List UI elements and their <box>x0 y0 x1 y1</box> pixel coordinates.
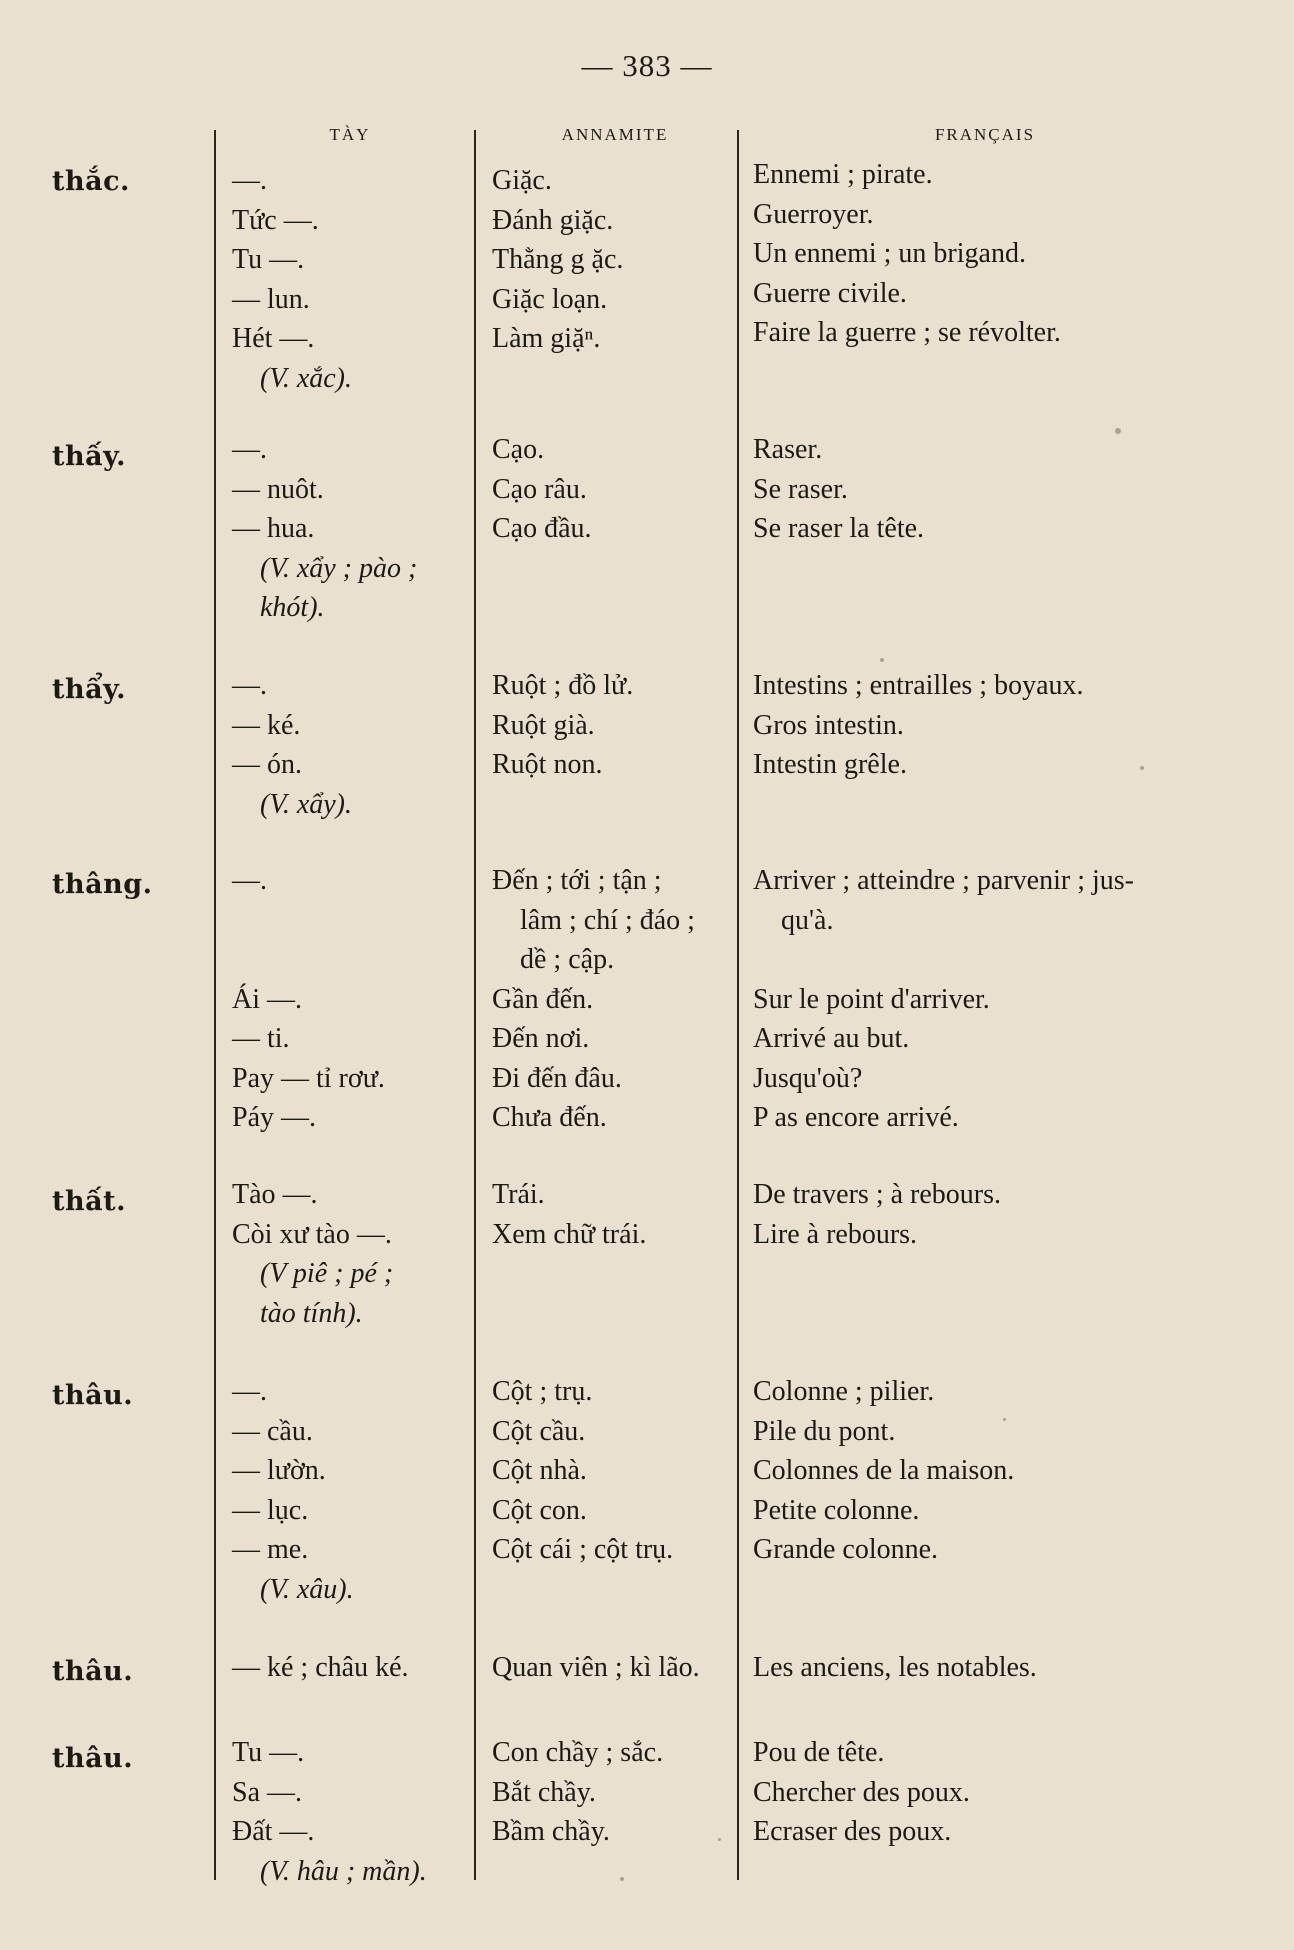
annamite-line: Cột cầu. <box>492 1415 586 1447</box>
annamite-line: Ruột già. <box>492 709 595 741</box>
tay-line: —. <box>232 165 267 196</box>
francais-line: Pou de tête. <box>753 1737 885 1768</box>
francais-line: Colonne ; pilier. <box>753 1376 935 1407</box>
column-rule-2 <box>474 130 476 1880</box>
annamite-line: Thằng g ặc. <box>492 244 624 275</box>
paper-speck <box>1140 766 1144 770</box>
annamite-line: Ruột ; đồ lử. <box>492 670 634 701</box>
entry-annamite <box>492 861 695 1138</box>
paper-speck <box>620 1877 624 1881</box>
tay-line: —. <box>232 434 267 465</box>
annamite-line: lâm ; chí ; đáo ; <box>520 904 695 936</box>
tay-line: Đất —. <box>232 1816 315 1847</box>
tay-line: — ti. <box>232 1023 290 1054</box>
francais-line: Petite colonne. <box>753 1494 920 1526</box>
tay-line: Ái —. <box>232 983 302 1015</box>
tay-line: (V piê ; pé ; <box>260 1258 394 1289</box>
francais-line: Ennemi ; pirate. <box>753 159 933 190</box>
annamite-line: Cạo đầu. <box>492 513 592 544</box>
annamite-line: Gần đến. <box>492 983 594 1015</box>
entry-francais <box>753 1175 1001 1254</box>
francais-line: De travers ; à rebours. <box>753 1179 1002 1210</box>
entry-francais <box>753 1372 1014 1570</box>
tay-line: —. <box>232 865 267 896</box>
francais-line: Grande colonne. <box>753 1534 939 1565</box>
francais-line: Les anciens, les notables. <box>753 1652 1037 1683</box>
entry-francais <box>753 1648 1037 1688</box>
entry-tay <box>232 430 417 628</box>
tay-line: tào tính). <box>260 1297 363 1329</box>
annamite-line: Cột cái ; cột trụ. <box>492 1534 674 1565</box>
annamite-line: Đến ; tới ; tận ; <box>492 865 662 896</box>
francais-line: Jusqu'où? <box>753 1062 863 1094</box>
entry-francais <box>753 155 1061 353</box>
tay-line: — cầu. <box>232 1415 313 1447</box>
entry-annamite <box>492 1733 663 1852</box>
tay-line: — ón. <box>232 749 302 780</box>
annamite-line: Bắt chầy. <box>492 1776 596 1808</box>
entry-tay <box>232 666 352 824</box>
annamite-line: Chưa đến. <box>492 1102 607 1133</box>
entry-headword: thâng. <box>52 869 153 900</box>
entry-francais <box>753 430 924 549</box>
column-header-tay: TÀY <box>329 125 371 144</box>
tay-line: Páy —. <box>232 1102 316 1133</box>
francais-line: Guerre civile. <box>753 277 907 309</box>
annamite-line: Đánh giặc. <box>492 204 614 236</box>
column-header-francais: FRANÇAIS <box>934 125 1036 144</box>
entry-headword: thắc. <box>52 166 130 197</box>
tay-line: Tức —. <box>232 204 319 236</box>
tay-line: Tào —. <box>232 1179 318 1210</box>
francais-line: Pile du pont. <box>753 1415 896 1447</box>
tay-line: — lun. <box>232 283 310 315</box>
tay-line: Tu —. <box>232 244 305 275</box>
annamite-line: Trái. <box>492 1179 545 1210</box>
tay-line: (V. hâu ; mần). <box>260 1855 427 1887</box>
annamite-line: Đến nơi. <box>492 1023 590 1054</box>
entry-tay <box>232 1372 354 1609</box>
column-rule-3 <box>737 130 739 1880</box>
paper-speck <box>1115 428 1121 434</box>
francais-line: Chercher des poux. <box>753 1776 970 1808</box>
entry-tay <box>232 1648 409 1688</box>
francais-line: Sur le point d'arriver. <box>753 983 990 1015</box>
tay-line: —. <box>232 670 267 701</box>
entry-headword: thất. <box>52 1186 126 1217</box>
annamite-line: Cạo. <box>492 434 545 465</box>
francais-line: Se raser. <box>753 473 848 505</box>
annamite-line: Cạo râu. <box>492 473 587 505</box>
paper-speck <box>718 1838 721 1841</box>
tay-line <box>232 940 385 980</box>
tay-line: — lườn. <box>232 1455 326 1486</box>
annamite-line: Làm giặⁿ. <box>492 323 601 354</box>
tay-line: Tu —. <box>232 1737 305 1768</box>
tay-line: (V. xắc). <box>260 362 352 394</box>
annamite-line: Giặc. <box>492 165 552 196</box>
francais-line: Guerroyer. <box>753 198 874 230</box>
annamite-line: Đi đến đâu. <box>492 1062 622 1094</box>
francais-line: Intestins ; entrailles ; boyaux. <box>753 670 1084 701</box>
entry-annamite <box>492 430 592 549</box>
entry-francais <box>753 861 1134 1138</box>
entry-headword: thâu. <box>52 1380 134 1411</box>
annamite-line: Cột ; trụ. <box>492 1376 593 1407</box>
francais-line: Faire la guerre ; se révolter. <box>753 317 1061 348</box>
entry-annamite <box>492 1175 646 1254</box>
francais-line <box>753 940 1134 980</box>
francais-line: Colonnes de la maison. <box>753 1455 1015 1486</box>
francais-line: Arrivé au but. <box>753 1023 910 1054</box>
annamite-line: Cột con. <box>492 1494 587 1526</box>
tay-line: —. <box>232 1376 267 1407</box>
tay-line: (V. xâu). <box>260 1573 354 1605</box>
francais-line: Gros intestin. <box>753 709 904 741</box>
annamite-line: Giặc loạn. <box>492 283 608 315</box>
paper-speck <box>1003 1418 1006 1421</box>
francais-line: Arriver ; atteindre ; parvenir ; jus- <box>753 865 1134 896</box>
tay-line: — me. <box>232 1534 309 1565</box>
tay-line: — lục. <box>232 1494 309 1526</box>
entry-francais <box>753 1733 970 1852</box>
francais-line: Se raser la tête. <box>753 513 925 544</box>
tay-line: — nuôt. <box>232 473 324 505</box>
annamite-line: Bầm chầy. <box>492 1816 610 1847</box>
francais-line: Un ennemi ; un brigand. <box>753 238 1026 269</box>
entry-annamite <box>492 161 623 359</box>
entry-annamite <box>492 1372 673 1570</box>
tay-line: Còi xư tào —. <box>232 1218 392 1250</box>
annamite-line: Xem chữ trái. <box>492 1218 647 1250</box>
tay-line: (V. xẩy). <box>260 788 352 820</box>
tay-line: — ké. <box>232 709 301 741</box>
entry-headword: thấy. <box>52 441 127 472</box>
entry-headword: thâu. <box>52 1656 134 1687</box>
annamite-line: dề ; cập. <box>520 944 615 975</box>
entry-headword: thâu. <box>52 1743 134 1774</box>
annamite-line: Con chầy ; sắc. <box>492 1737 664 1768</box>
column-rule-1 <box>214 130 216 1880</box>
annamite-line: Cột nhà. <box>492 1455 587 1486</box>
column-header-annamite: ANNAMITE <box>561 125 669 144</box>
entry-tay <box>232 1733 427 1891</box>
francais-line: P as encore arrivé. <box>753 1102 959 1133</box>
annamite-line: Quan viên ; kì lão. <box>492 1652 700 1683</box>
tay-line: — ké ; châu ké. <box>232 1652 409 1683</box>
annamite-line: Ruột non. <box>492 749 603 780</box>
tay-line: khót). <box>260 592 325 623</box>
francais-line: qu'à. <box>781 904 834 936</box>
entry-francais <box>753 666 1084 785</box>
francais-line: Raser. <box>753 434 823 465</box>
entry-annamite <box>492 666 633 785</box>
entry-annamite <box>492 1648 700 1688</box>
tay-line: Sa —. <box>232 1776 302 1808</box>
entry-tay <box>232 1175 393 1333</box>
francais-line: Intestin grêle. <box>753 749 907 780</box>
francais-line: Lire à rebours. <box>753 1218 918 1250</box>
tay-line: (V. xẩy ; pào ; <box>260 552 418 584</box>
tay-line: Pay — tỉ rơư. <box>232 1062 385 1094</box>
entry-tay <box>232 861 385 1138</box>
paper-speck <box>880 658 884 662</box>
tay-line: — hua. <box>232 513 315 544</box>
francais-line: Ecraser des poux. <box>753 1816 952 1847</box>
entry-headword: thẩy. <box>52 674 127 705</box>
tay-line <box>232 901 385 941</box>
tay-line: Hét —. <box>232 323 315 354</box>
page-number: — 383 — <box>581 48 713 83</box>
entry-tay <box>232 161 352 398</box>
